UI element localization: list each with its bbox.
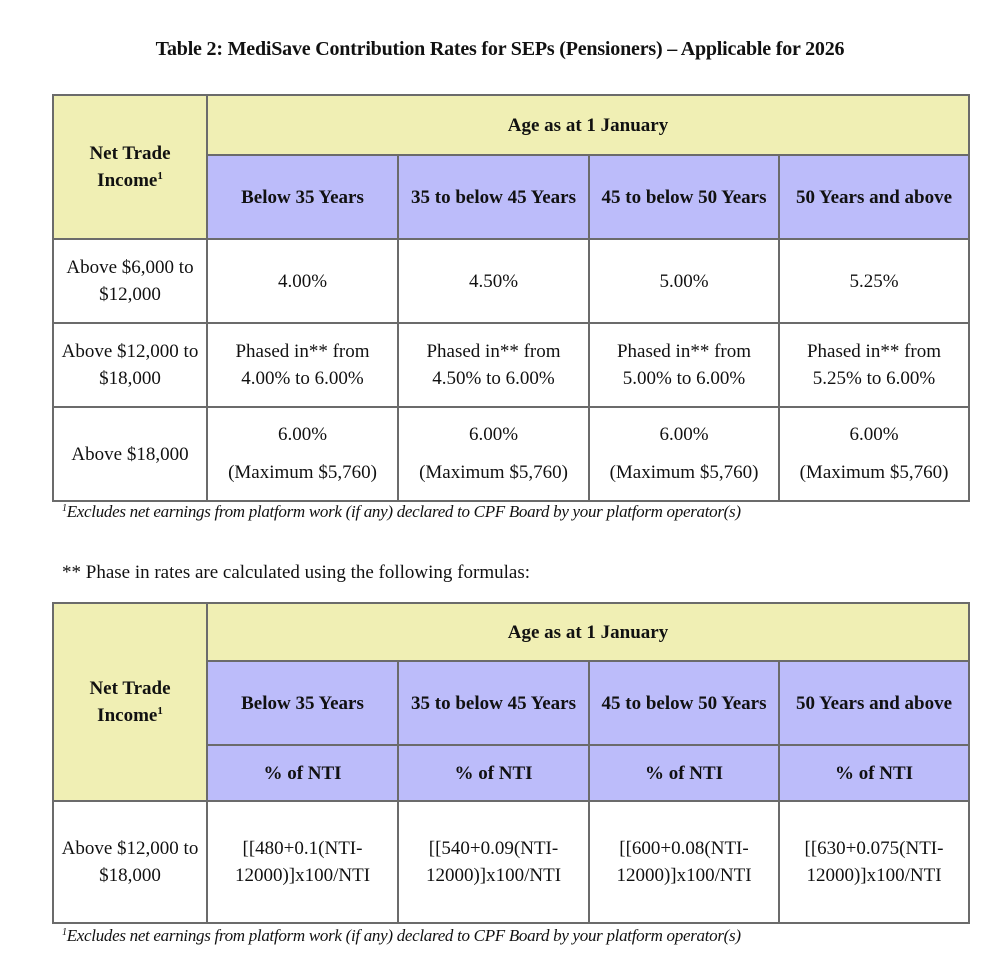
- rate-cell: [589, 407, 779, 501]
- age-group-header: Age as at 1 January: [207, 95, 969, 155]
- rate-line-1: 6.00%: [277, 424, 328, 445]
- rate-cell: [207, 239, 398, 323]
- footnote-text: Excludes net earnings from platform work (if any) declared to CPF Board by your platform operator(s): [66, 502, 741, 521]
- net-trade-income-label: Net Trade Income: [89, 678, 171, 726]
- rate-cell: [398, 239, 589, 323]
- income-band-cell: Above $6,000 to $12,000: [53, 239, 207, 323]
- table-row: [53, 801, 969, 923]
- footnote-marker: 1: [157, 705, 163, 717]
- income-band-cell: Above $18,000: [53, 407, 207, 501]
- page-title: Table 2: MediSave Contribution Rates for SEPs (Pensioners) – Applicable for 2026: [155, 38, 845, 60]
- rate-line-2: (Maximum $5,760): [228, 462, 377, 483]
- income-band-cell: Above $12,000 to $18,000: [53, 323, 207, 407]
- rate-line-1: Phased in** from: [426, 341, 561, 362]
- rate-cell: [779, 407, 969, 501]
- formula-cell: [[600+0.08(NTI-12000)]x100/NTI: [589, 801, 779, 923]
- age-column-header: Below 35 Years: [207, 155, 398, 239]
- rate-line-2: 5.00% to 6.00%: [622, 368, 746, 389]
- footnote: [62, 926, 741, 946]
- rate-value: 5.25%: [849, 270, 899, 292]
- age-column-header: 45 to below 50 Years: [589, 661, 779, 745]
- rate-line-1: 6.00%: [659, 424, 709, 445]
- rate-cell: [589, 239, 779, 323]
- rate-value: 4.50%: [468, 270, 519, 292]
- formula-cell: [[630+0.075(NTI-12000)]x100/NTI: [779, 801, 969, 923]
- unit-label-header: % of NTI: [207, 745, 398, 801]
- phase-in-formula-table: [52, 602, 970, 924]
- rate-line-2: (Maximum $5,760): [419, 462, 568, 483]
- age-column-header: 35 to below 45 Years: [398, 155, 589, 239]
- footnote-marker: 1: [157, 170, 163, 182]
- rate-cell: [779, 239, 969, 323]
- table-row: [53, 239, 969, 323]
- rate-line-2: (Maximum $5,760): [799, 462, 949, 483]
- rate-line-2: (Maximum $5,760): [609, 462, 759, 483]
- rate-value: 5.00%: [659, 270, 709, 292]
- rate-line-2: 5.25% to 6.00%: [812, 368, 936, 389]
- contribution-rates-table: [52, 94, 970, 502]
- unit-label-header: % of NTI: [589, 745, 779, 801]
- age-column-header: 35 to below 45 Years: [398, 661, 589, 745]
- footnote-marker: 1: [62, 503, 67, 514]
- net-trade-income-header: [53, 95, 207, 239]
- age-column-header: 50 Years and above: [779, 155, 969, 239]
- age-group-header: Age as at 1 January: [207, 603, 969, 661]
- age-column-header: Below 35 Years: [207, 661, 398, 745]
- rate-line-1: 6.00%: [468, 424, 519, 445]
- age-column-header: 45 to below 50 Years: [589, 155, 779, 239]
- age-column-header: 50 Years and above: [779, 661, 969, 745]
- unit-label-header: % of NTI: [398, 745, 589, 801]
- rate-line-2: 4.00% to 6.00%: [241, 368, 364, 389]
- rate-line-1: Phased in** from: [806, 341, 942, 362]
- rate-cell: [589, 323, 779, 407]
- table-row: [53, 323, 969, 407]
- formula-cell: [[480+0.1(NTI-12000)]x100/NTI: [207, 801, 398, 923]
- rate-value: 4.00%: [277, 270, 328, 292]
- net-trade-income-header: [53, 603, 207, 801]
- rate-line-1: 6.00%: [849, 424, 899, 445]
- rate-line-1: Phased in** from: [235, 341, 370, 362]
- table-row: [53, 407, 969, 501]
- rate-cell: [207, 323, 398, 407]
- rate-cell: [207, 407, 398, 501]
- footnote: [62, 502, 741, 522]
- footnote-marker: 1: [62, 927, 67, 938]
- unit-label-header: % of NTI: [779, 745, 969, 801]
- rate-cell: [398, 407, 589, 501]
- formula-cell: [[540+0.09(NTI-12000)]x100/NTI: [398, 801, 589, 923]
- phase-in-note: ** Phase in rates are calculated using the following formulas:: [62, 562, 531, 583]
- rate-cell: [779, 323, 969, 407]
- footnote-text: Excludes net earnings from platform work (if any) declared to CPF Board by your platform operator(s): [66, 926, 741, 945]
- rate-cell: [398, 323, 589, 407]
- net-trade-income-label: Net Trade Income: [89, 143, 171, 191]
- rate-line-2: 4.50% to 6.00%: [432, 368, 555, 389]
- rate-line-1: Phased in** from: [616, 341, 752, 362]
- income-band-cell: Above $12,000 to $18,000: [53, 801, 207, 923]
